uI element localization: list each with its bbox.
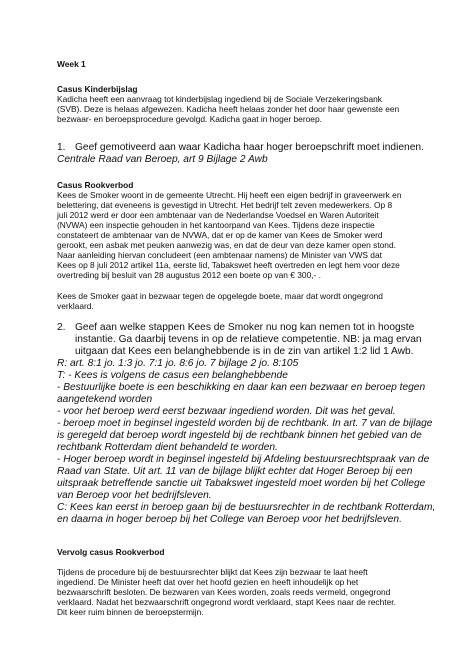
question-1-text: Geef gemotiveerd aan waar Kadicha haar hoger beroepschrift moet indienen. xyxy=(75,142,424,153)
rookverbod-line: belettering, dat eveneens is gevestigd in Utrecht. Het bedrijf telt zeven medewerkers. Op 8 xyxy=(57,200,393,210)
rookverbod-line: gerookt, een asbak met peuken aanwezig was, en dat de deur van deze kamer open stond. xyxy=(57,240,396,250)
question-1-answer: Centrale Raad van Beroep, art 9 Bijlage 2 Awb xyxy=(57,154,268,165)
answer-line: - Hoger beroep wordt in beginsel ingesteld bij Afdeling bestuursrechtspraak van de xyxy=(57,454,430,465)
rookverbod-line: juli 2012 werd er door een ambtenaar van de Nederlandse Voedsel en Waren Autoriteit xyxy=(57,210,379,220)
answer-line: rechtbank Rotterdam dient behandeld te worden. xyxy=(57,442,278,453)
answer-line: T: - Kees is volgens de casus een belanghebbende xyxy=(57,370,288,381)
rookverbod-line: (NVWA) een inspectie gehouden in het kantoorpand van Kees. Tijdens deze inspectie xyxy=(57,220,375,230)
rookverbod-para2-line: Kees de Smoker gaat in bezwaar tegen de opgelegde boete, maar dat wordt ongegrond xyxy=(57,291,383,301)
vervolg-line: verklaard. Nadat het bezwaarschrift ongegrond wordt verklaard, stapt Kees naar de rechter. xyxy=(57,597,396,607)
answer-line: aangetekend worden xyxy=(57,394,153,405)
answer-line: Raad van State. Uit art. 11 van de bijlage blijkt echter dat Hoger Beroep bij een xyxy=(57,466,413,477)
week-heading: Week 1 xyxy=(57,59,86,69)
kinderbijslag-line: Kadicha heeft een aanvraag tot kinderbijslag ingediend bij de Sociale Verzekeringsbank xyxy=(57,94,382,104)
answer-line: R: art. 8:1 jo. 1:3 jo. 7:1 jo. 8:6 jo. 7 bijlage 2 jo. 8:105 xyxy=(57,358,299,369)
answer-line: - beroep moet in beginsel ingesteld worden bij de rechtbank. In art. 7 van de bijlage xyxy=(57,418,433,429)
vervolg-heading: Vervolg casus Rookverbod xyxy=(57,547,165,557)
answer-line: en daarna in hoger beroep bij het College van Beroep voor het bedrijfsleven. xyxy=(57,514,402,525)
rookverbod-line: overtreding bij besluit van 28 augustus 2012 een boete op van € 300,- . xyxy=(57,270,322,280)
answer-line: C: Kees kan eerst in beroep gaan bij de bestuursrechter in de rechtbank Rotterdam, xyxy=(57,502,436,513)
answer-line: - Bestuurlijke boete is een beschikking en daar kan een bezwaar en beroep tegen xyxy=(57,382,426,393)
kinderbijslag-heading: Casus Kinderbijslag xyxy=(57,84,138,94)
vervolg-line: ingediend. De Minister heeft dat over het hoofd gezien en heeft inhoudelijk op het xyxy=(57,577,359,587)
rookverbod-line: Naar aanleiding hiervan concludeert (een ambtenaar namens) de Minister van VWS dat xyxy=(57,250,382,260)
rookverbod-line: Kees op 8 juli 2012 artikel 11a, eerste lid, Tabakswet heeft overtreden en legt hem voor deze xyxy=(57,260,400,270)
kinderbijslag-line: (SVB). Deze is helaas afgewezen. Kadicha heeft helaas zonder het door haar gewenste een xyxy=(57,104,400,114)
question-2-number: 2. xyxy=(57,322,66,333)
rookverbod-heading: Casus Rookverbod xyxy=(57,180,134,190)
question-2-line: instantie. Ga daarbij tevens in op de relatieve competentie. NB: ja mag ervan xyxy=(75,334,422,345)
question-1-number: 1. xyxy=(57,142,66,153)
rookverbod-line: Kees de Smoker woont in de gemeente Utrecht. Hij heeft een eigen bedrijf in graveerwerk en xyxy=(57,190,402,200)
rookverbod-para2-line: verklaard. xyxy=(57,301,94,311)
answer-line: van Beroep voor het bedrijfsleven. xyxy=(57,490,212,501)
rookverbod-line: constateert de ambtenaar van de NVWA, dat er op de kamer van Kees de Smoker werd xyxy=(57,230,383,240)
answer-line: uitspraak betreffende sanctie uit Tabakswet ingesteld moet worden bij het College xyxy=(57,478,426,489)
answer-line: - voor het beroep werd eerst bezwaar ingediend worden. Dit was het geval. xyxy=(57,406,396,417)
vervolg-line: Tijdens de procedure bij de bestuursrechter blijkt dat Kees zijn bezwaar te laat heeft xyxy=(57,567,368,577)
vervolg-line: bezwaarschrift besloten. De bezwaren van Kees worden, zoals reeds vermeld, ongegrond xyxy=(57,587,391,597)
vervolg-line: Dit keer ruim binnen de beroepstermijn. xyxy=(57,607,204,617)
kinderbijslag-line: bezwaar- en beroepsprocedure gevolgd. Kadicha gaat in hoger beroep. xyxy=(57,114,322,124)
question-2-line: uitgaan dat Kees een belanghebbende is in de zin van artikel 1:2 lid 1 Awb. xyxy=(75,346,414,357)
answer-line: is geregeld dat beroep wordt ingesteld bij de rechtbank binnen het gebied van de xyxy=(57,430,422,441)
question-2-line: Geef aan welke stappen Kees de Smoker nu nog kan nemen tot in hoogste xyxy=(75,322,415,333)
